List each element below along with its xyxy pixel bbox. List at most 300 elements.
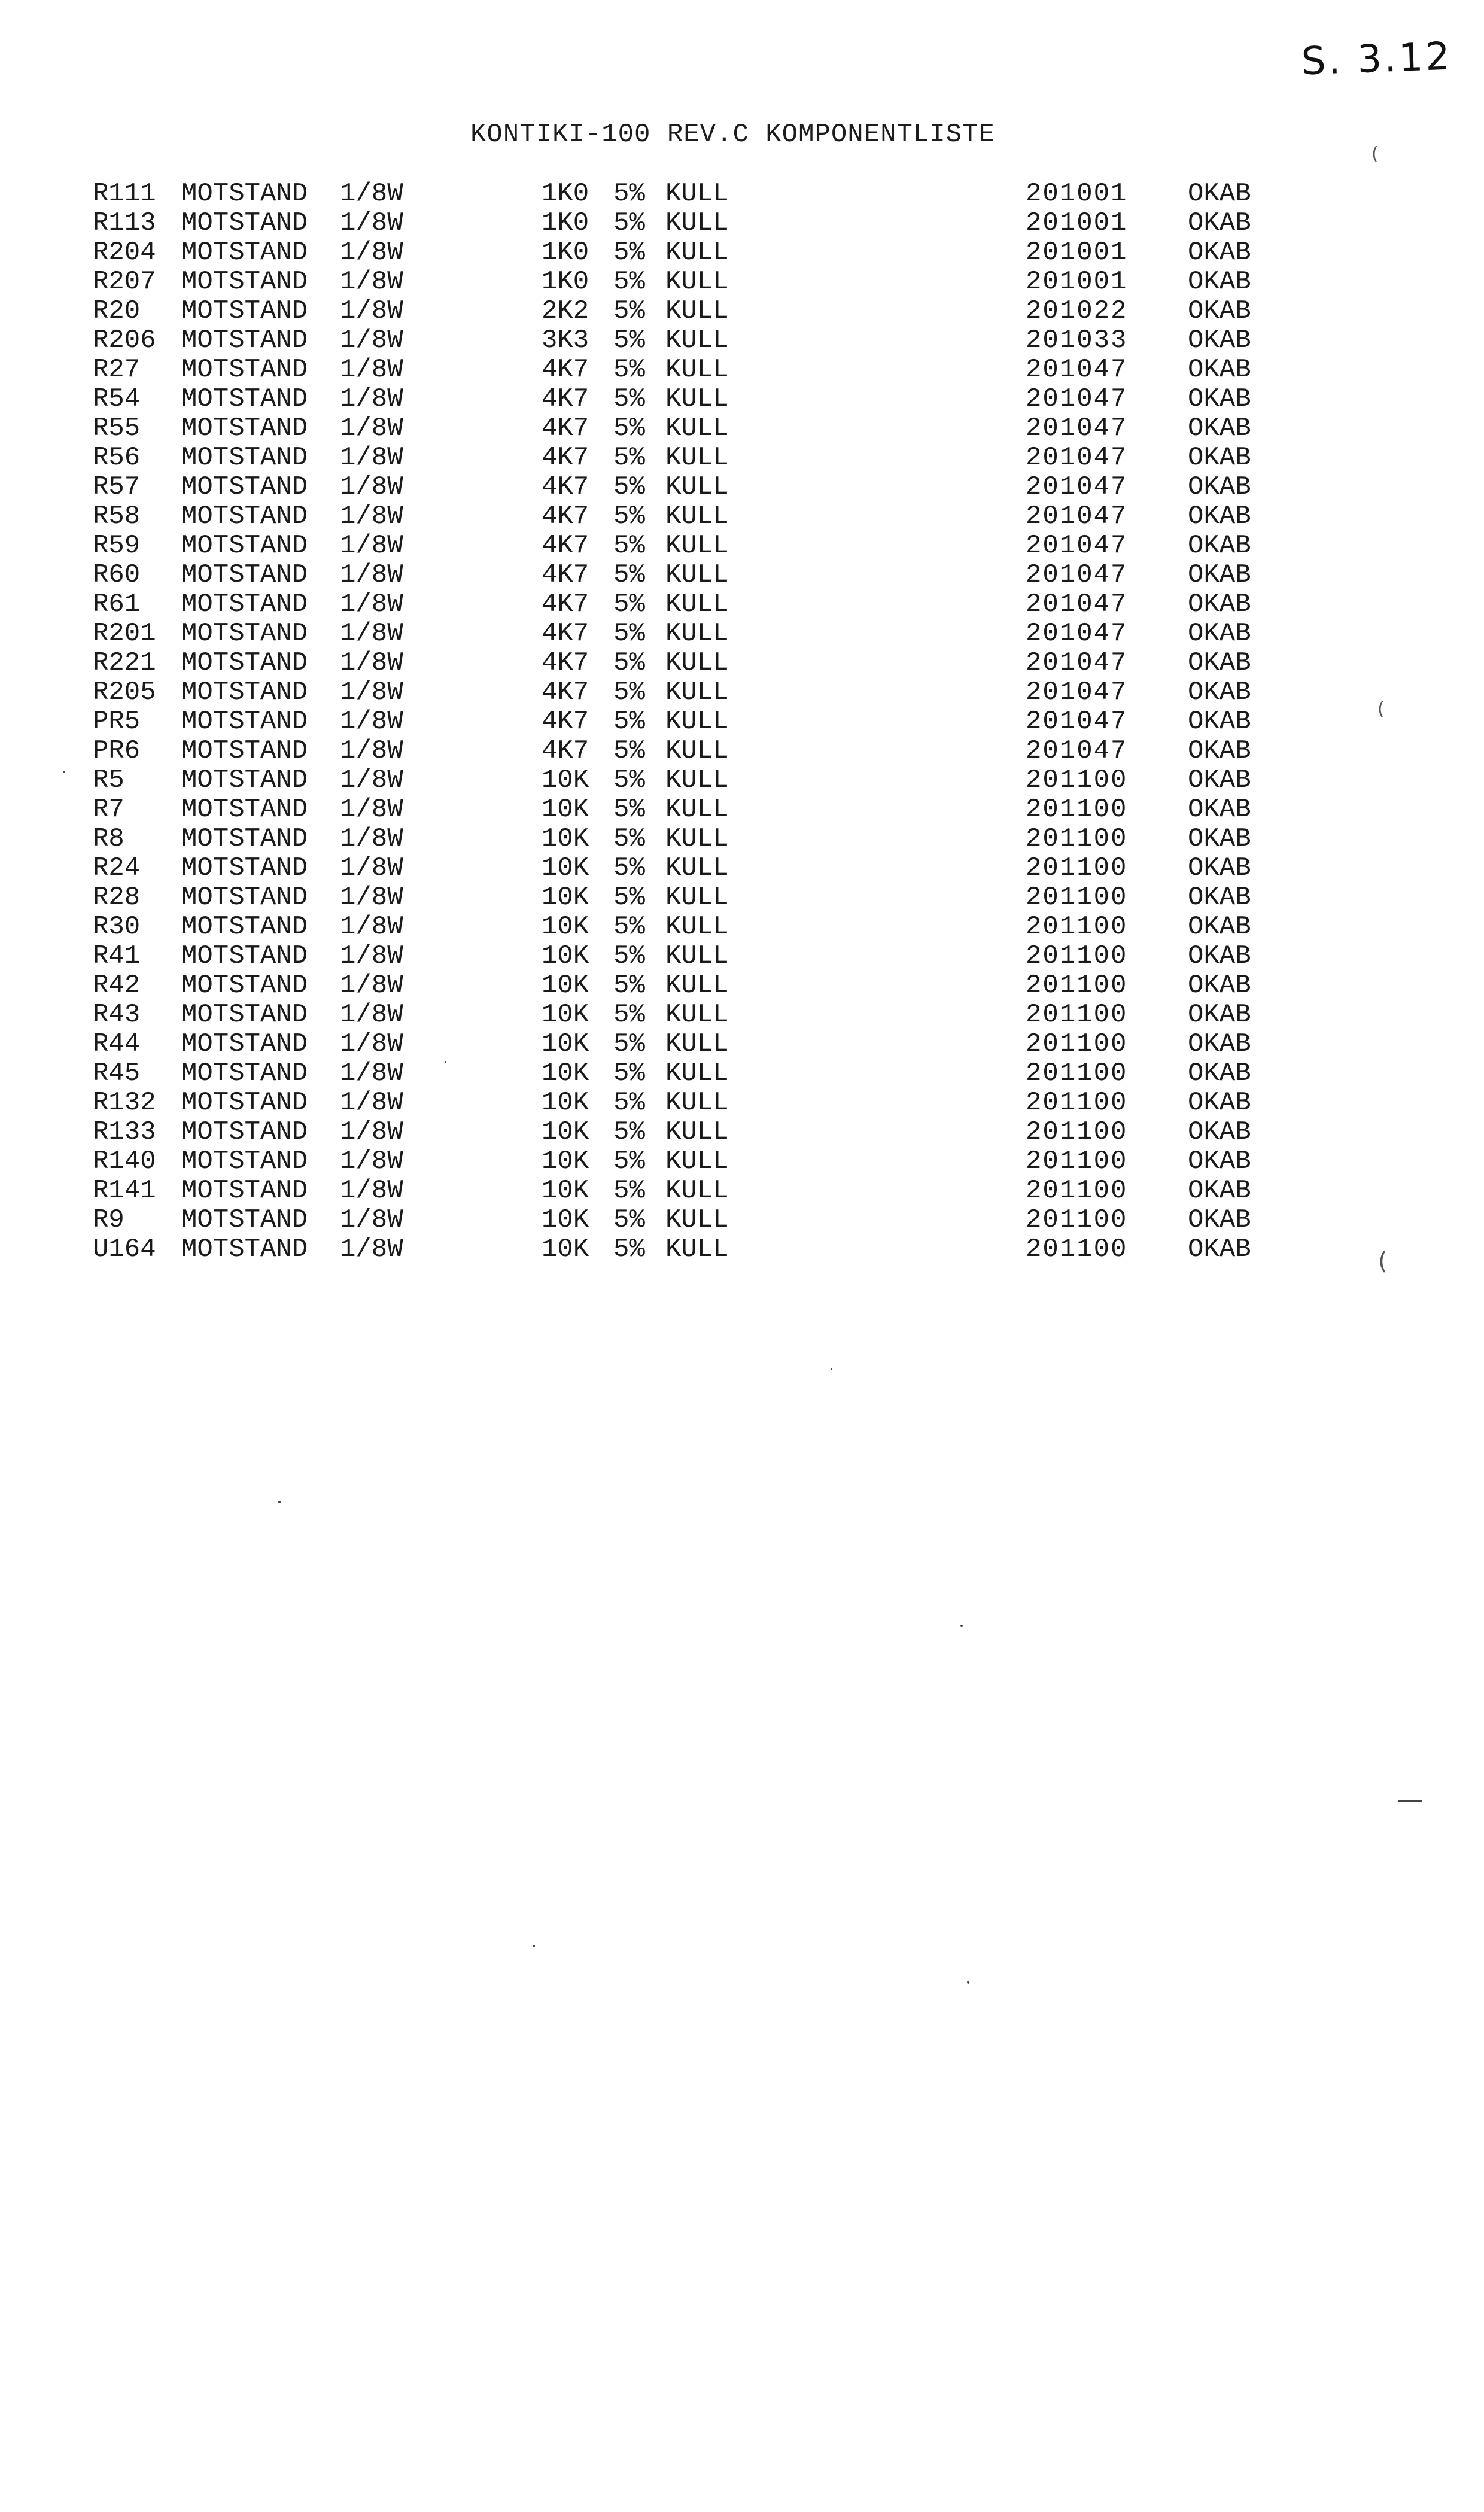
supplier-name: OKAB — [1188, 443, 1251, 473]
component-ref: R27 — [93, 355, 141, 385]
component-value: 1K0 — [542, 238, 589, 267]
scan-speck — [831, 1368, 832, 1370]
article-number: 201047 — [1026, 677, 1128, 707]
component-ref: R20 — [93, 296, 141, 326]
component-value: 1K0 — [542, 208, 589, 238]
supplier-name: OKAB — [1188, 238, 1251, 267]
supplier-name: OKAB — [1188, 677, 1251, 707]
supplier-name: OKAB — [1188, 971, 1251, 1000]
component-value: 10K — [542, 1146, 589, 1176]
component-wattage: 1/8W — [340, 971, 403, 1000]
component-type: MOTSTAND — [181, 326, 308, 355]
component-wattage: 1/8W — [340, 1146, 403, 1176]
component-ref: R60 — [93, 560, 141, 590]
supplier-name: OKAB — [1188, 472, 1251, 502]
table-row — [0, 355, 1484, 385]
component-ref: R61 — [93, 589, 141, 619]
component-tolerance: 5% — [613, 326, 645, 355]
component-value: 4K7 — [542, 589, 589, 619]
component-value: 4K7 — [542, 413, 589, 443]
component-wattage: 1/8W — [340, 413, 403, 443]
article-number: 201047 — [1026, 589, 1128, 619]
table-row — [0, 238, 1484, 267]
article-number: 201047 — [1026, 736, 1128, 766]
component-kind: KULL — [665, 707, 729, 737]
component-value: 4K7 — [542, 648, 589, 678]
article-number: 201100 — [1026, 765, 1128, 795]
component-tolerance: 5% — [613, 971, 645, 1000]
scan-speck — [445, 1061, 446, 1063]
supplier-name: OKAB — [1188, 883, 1251, 913]
component-value: 10K — [542, 765, 589, 795]
table-row — [0, 502, 1484, 531]
supplier-name: OKAB — [1188, 1234, 1251, 1264]
component-wattage: 1/8W — [340, 296, 403, 326]
component-type: MOTSTAND — [181, 443, 308, 473]
table-row — [0, 297, 1484, 326]
component-ref: R221 — [93, 648, 156, 678]
article-number: 201100 — [1026, 883, 1128, 913]
component-ref: U164 — [93, 1234, 156, 1264]
component-value: 1K0 — [542, 179, 589, 209]
component-ref: R201 — [93, 619, 156, 649]
component-wattage: 1/8W — [340, 472, 403, 502]
component-type: MOTSTAND — [181, 296, 308, 326]
component-kind: KULL — [665, 736, 729, 766]
component-wattage: 1/8W — [340, 1234, 403, 1264]
component-tolerance: 5% — [613, 501, 645, 531]
scan-speck — [960, 1625, 963, 1627]
component-kind: KULL — [665, 1059, 729, 1088]
component-kind: KULL — [665, 531, 729, 561]
component-ref: R133 — [93, 1117, 156, 1147]
component-wattage: 1/8W — [340, 560, 403, 590]
component-kind: KULL — [665, 472, 729, 502]
component-type: MOTSTAND — [181, 1000, 308, 1030]
component-type: MOTSTAND — [181, 208, 308, 238]
article-number: 201100 — [1026, 1029, 1128, 1059]
component-wattage: 1/8W — [340, 208, 403, 238]
component-tolerance: 5% — [613, 1234, 645, 1264]
component-tolerance: 5% — [613, 736, 645, 766]
component-value: 2K2 — [542, 296, 589, 326]
component-tolerance: 5% — [613, 853, 645, 883]
table-row — [0, 1235, 1484, 1264]
page-number: S. 3.12 — [1300, 34, 1453, 84]
component-value: 4K7 — [542, 707, 589, 737]
supplier-name: OKAB — [1188, 531, 1251, 561]
article-number: 201001 — [1026, 208, 1128, 238]
component-wattage: 1/8W — [340, 619, 403, 649]
table-row — [0, 942, 1484, 971]
component-wattage: 1/8W — [340, 238, 403, 267]
article-number: 201100 — [1026, 912, 1128, 942]
table-row — [0, 766, 1484, 795]
component-tolerance: 5% — [613, 1117, 645, 1147]
component-type: MOTSTAND — [181, 677, 308, 707]
component-ref: R43 — [93, 1000, 141, 1030]
component-list — [0, 180, 1484, 1264]
supplier-name: OKAB — [1188, 912, 1251, 942]
table-row — [0, 443, 1484, 473]
component-ref: R113 — [93, 208, 156, 238]
article-number: 201100 — [1026, 941, 1128, 971]
component-wattage: 1/8W — [340, 912, 403, 942]
table-row — [0, 531, 1484, 561]
table-row — [0, 385, 1484, 414]
article-number: 201100 — [1026, 1205, 1128, 1235]
component-wattage: 1/8W — [340, 765, 403, 795]
component-tolerance: 5% — [613, 1176, 645, 1206]
component-ref: R56 — [93, 443, 141, 473]
component-tolerance: 5% — [613, 883, 645, 913]
component-value: 10K — [542, 1234, 589, 1264]
supplier-name: OKAB — [1188, 648, 1251, 678]
component-ref: R8 — [93, 824, 124, 854]
component-wattage: 1/8W — [340, 1176, 403, 1206]
article-number: 201033 — [1026, 326, 1128, 355]
scan-speck — [63, 771, 65, 773]
component-kind: KULL — [665, 501, 729, 531]
supplier-name: OKAB — [1188, 1000, 1251, 1030]
article-number: 201100 — [1026, 1117, 1128, 1147]
table-row — [0, 1059, 1484, 1088]
table-row — [0, 1206, 1484, 1235]
component-tolerance: 5% — [613, 1029, 645, 1059]
component-tolerance: 5% — [613, 795, 645, 825]
table-row — [0, 180, 1484, 209]
component-ref: R111 — [93, 179, 156, 209]
component-ref: R204 — [93, 238, 156, 267]
article-number: 201047 — [1026, 707, 1128, 737]
component-tolerance: 5% — [613, 531, 645, 561]
component-value: 10K — [542, 1205, 589, 1235]
article-number: 201100 — [1026, 1088, 1128, 1118]
component-kind: KULL — [665, 765, 729, 795]
supplier-name: OKAB — [1188, 736, 1251, 766]
component-tolerance: 5% — [613, 560, 645, 590]
component-kind: KULL — [665, 971, 729, 1000]
component-value: 10K — [542, 912, 589, 942]
table-row — [0, 971, 1484, 1000]
supplier-name: OKAB — [1188, 501, 1251, 531]
article-number: 201047 — [1026, 648, 1128, 678]
margin-mark: ( — [1377, 699, 1385, 720]
margin-mark: ( — [1372, 144, 1379, 165]
article-number: 201047 — [1026, 413, 1128, 443]
table-row — [0, 619, 1484, 649]
component-value: 3K3 — [542, 326, 589, 355]
supplier-name: OKAB — [1188, 1146, 1251, 1176]
component-kind: KULL — [665, 619, 729, 649]
component-kind: KULL — [665, 941, 729, 971]
component-type: MOTSTAND — [181, 1088, 308, 1118]
scan-speck — [533, 1945, 535, 1947]
component-type: MOTSTAND — [181, 883, 308, 913]
supplier-name: OKAB — [1188, 1117, 1251, 1147]
component-kind: KULL — [665, 384, 729, 414]
component-tolerance: 5% — [613, 472, 645, 502]
component-ref: R9 — [93, 1205, 124, 1235]
article-number: 201100 — [1026, 1059, 1128, 1088]
supplier-name: OKAB — [1188, 941, 1251, 971]
component-kind: KULL — [665, 413, 729, 443]
component-ref: R140 — [93, 1146, 156, 1176]
table-row — [0, 326, 1484, 355]
table-row — [0, 707, 1484, 737]
table-row — [0, 209, 1484, 238]
table-row — [0, 1147, 1484, 1176]
article-number: 201100 — [1026, 1146, 1128, 1176]
component-value: 4K7 — [542, 619, 589, 649]
component-kind: KULL — [665, 853, 729, 883]
component-ref: R54 — [93, 384, 141, 414]
component-wattage: 1/8W — [340, 384, 403, 414]
component-tolerance: 5% — [613, 619, 645, 649]
component-wattage: 1/8W — [340, 677, 403, 707]
table-row — [0, 473, 1484, 502]
article-number: 201100 — [1026, 1176, 1128, 1206]
component-wattage: 1/8W — [340, 179, 403, 209]
supplier-name: OKAB — [1188, 1059, 1251, 1088]
component-value: 4K7 — [542, 560, 589, 590]
table-row — [0, 649, 1484, 678]
component-kind: KULL — [665, 589, 729, 619]
component-tolerance: 5% — [613, 355, 645, 385]
component-wattage: 1/8W — [340, 883, 403, 913]
supplier-name: OKAB — [1188, 1029, 1251, 1059]
component-tolerance: 5% — [613, 413, 645, 443]
supplier-name: OKAB — [1188, 589, 1251, 619]
component-type: MOTSTAND — [181, 765, 308, 795]
component-value: 4K7 — [542, 443, 589, 473]
article-number: 201047 — [1026, 355, 1128, 385]
component-ref: R45 — [93, 1059, 141, 1088]
component-value: 10K — [542, 1059, 589, 1088]
article-number: 201100 — [1026, 1234, 1128, 1264]
component-wattage: 1/8W — [340, 1000, 403, 1030]
article-number: 201100 — [1026, 971, 1128, 1000]
article-number: 201047 — [1026, 472, 1128, 502]
supplier-name: OKAB — [1188, 560, 1251, 590]
component-ref: R42 — [93, 971, 141, 1000]
component-type: MOTSTAND — [181, 1029, 308, 1059]
component-value: 4K7 — [542, 736, 589, 766]
table-row — [0, 414, 1484, 443]
component-type: MOTSTAND — [181, 1234, 308, 1264]
component-tolerance: 5% — [613, 384, 645, 414]
component-tolerance: 5% — [613, 1088, 645, 1118]
component-ref: PR5 — [93, 707, 141, 737]
component-wattage: 1/8W — [340, 795, 403, 825]
component-ref: R207 — [93, 267, 156, 297]
component-ref: R206 — [93, 326, 156, 355]
component-kind: KULL — [665, 1234, 729, 1264]
component-kind: KULL — [665, 1176, 729, 1206]
article-number: 201047 — [1026, 531, 1128, 561]
component-tolerance: 5% — [613, 208, 645, 238]
component-ref: R132 — [93, 1088, 156, 1118]
supplier-name: OKAB — [1188, 1176, 1251, 1206]
component-type: MOTSTAND — [181, 795, 308, 825]
component-tolerance: 5% — [613, 648, 645, 678]
supplier-name: OKAB — [1188, 413, 1251, 443]
component-kind: KULL — [665, 179, 729, 209]
supplier-name: OKAB — [1188, 853, 1251, 883]
component-type: MOTSTAND — [181, 501, 308, 531]
component-wattage: 1/8W — [340, 267, 403, 297]
component-ref: R57 — [93, 472, 141, 502]
component-value: 10K — [542, 824, 589, 854]
component-type: MOTSTAND — [181, 736, 308, 766]
table-row — [0, 737, 1484, 766]
supplier-name: OKAB — [1188, 384, 1251, 414]
supplier-name: OKAB — [1188, 296, 1251, 326]
component-wattage: 1/8W — [340, 531, 403, 561]
component-value: 10K — [542, 1117, 589, 1147]
component-type: MOTSTAND — [181, 355, 308, 385]
component-type: MOTSTAND — [181, 413, 308, 443]
supplier-name: OKAB — [1188, 208, 1251, 238]
page-title: KONTIKI-100 REV.C KOMPONENTLISTE — [470, 120, 995, 150]
component-tolerance: 5% — [613, 707, 645, 737]
component-tolerance: 5% — [613, 179, 645, 209]
component-tolerance: 5% — [613, 941, 645, 971]
component-value: 10K — [542, 795, 589, 825]
component-value: 4K7 — [542, 677, 589, 707]
supplier-name: OKAB — [1188, 619, 1251, 649]
component-value: 10K — [542, 1029, 589, 1059]
table-row — [0, 1000, 1484, 1030]
component-tolerance: 5% — [613, 912, 645, 942]
table-row — [0, 1176, 1484, 1206]
supplier-name: OKAB — [1188, 179, 1251, 209]
supplier-name: OKAB — [1188, 355, 1251, 385]
component-ref: PR6 — [93, 736, 141, 766]
component-tolerance: 5% — [613, 238, 645, 267]
supplier-name: OKAB — [1188, 1088, 1251, 1118]
component-tolerance: 5% — [613, 1205, 645, 1235]
component-wattage: 1/8W — [340, 707, 403, 737]
component-type: MOTSTAND — [181, 707, 308, 737]
article-number: 201001 — [1026, 238, 1128, 267]
component-value: 10K — [542, 883, 589, 913]
supplier-name: OKAB — [1188, 326, 1251, 355]
component-value: 10K — [542, 941, 589, 971]
supplier-name: OKAB — [1188, 824, 1251, 854]
component-value: 10K — [542, 1176, 589, 1206]
component-wattage: 1/8W — [340, 1088, 403, 1118]
component-kind: KULL — [665, 1117, 729, 1147]
component-ref: R141 — [93, 1176, 156, 1206]
component-type: MOTSTAND — [181, 648, 308, 678]
component-kind: KULL — [665, 1029, 729, 1059]
component-type: MOTSTAND — [181, 1059, 308, 1088]
component-kind: KULL — [665, 912, 729, 942]
component-type: MOTSTAND — [181, 1117, 308, 1147]
component-type: MOTSTAND — [181, 472, 308, 502]
component-wattage: 1/8W — [340, 648, 403, 678]
component-kind: KULL — [665, 795, 729, 825]
component-tolerance: 5% — [613, 765, 645, 795]
component-ref: R41 — [93, 941, 141, 971]
component-ref: R44 — [93, 1029, 141, 1059]
table-row — [0, 795, 1484, 825]
component-kind: KULL — [665, 443, 729, 473]
component-kind: KULL — [665, 677, 729, 707]
component-wattage: 1/8W — [340, 736, 403, 766]
supplier-name: OKAB — [1188, 795, 1251, 825]
component-wattage: 1/8W — [340, 1117, 403, 1147]
table-row — [0, 678, 1484, 707]
component-value: 1K0 — [542, 267, 589, 297]
component-wattage: 1/8W — [340, 589, 403, 619]
article-number: 201100 — [1026, 1000, 1128, 1030]
component-ref: R5 — [93, 765, 124, 795]
component-kind: KULL — [665, 1146, 729, 1176]
component-kind: KULL — [665, 1088, 729, 1118]
component-type: MOTSTAND — [181, 238, 308, 267]
component-ref: R7 — [93, 795, 124, 825]
component-type: MOTSTAND — [181, 941, 308, 971]
table-row — [0, 825, 1484, 854]
component-wattage: 1/8W — [340, 355, 403, 385]
component-type: MOTSTAND — [181, 912, 308, 942]
article-number: 201047 — [1026, 619, 1128, 649]
supplier-name: OKAB — [1188, 765, 1251, 795]
component-ref: R58 — [93, 501, 141, 531]
component-kind: KULL — [665, 648, 729, 678]
article-number: 201022 — [1026, 296, 1128, 326]
component-value: 10K — [542, 853, 589, 883]
article-number: 201047 — [1026, 384, 1128, 414]
margin-dash — [1398, 1800, 1422, 1802]
component-wattage: 1/8W — [340, 501, 403, 531]
component-value: 4K7 — [542, 531, 589, 561]
component-type: MOTSTAND — [181, 1176, 308, 1206]
article-number: 201100 — [1026, 824, 1128, 854]
component-kind: KULL — [665, 1000, 729, 1030]
component-value: 10K — [542, 1000, 589, 1030]
component-ref: R30 — [93, 912, 141, 942]
component-ref: R205 — [93, 677, 156, 707]
article-number: 201100 — [1026, 795, 1128, 825]
component-kind: KULL — [665, 824, 729, 854]
component-kind: KULL — [665, 355, 729, 385]
component-tolerance: 5% — [613, 443, 645, 473]
component-wattage: 1/8W — [340, 941, 403, 971]
component-tolerance: 5% — [613, 1000, 645, 1030]
scan-speck — [278, 1501, 281, 1503]
article-number: 201001 — [1026, 267, 1128, 297]
component-tolerance: 5% — [613, 1146, 645, 1176]
component-wattage: 1/8W — [340, 853, 403, 883]
article-number: 201047 — [1026, 443, 1128, 473]
table-row — [0, 854, 1484, 883]
component-kind: KULL — [665, 326, 729, 355]
component-kind: KULL — [665, 560, 729, 590]
component-value: 4K7 — [542, 501, 589, 531]
component-value: 10K — [542, 971, 589, 1000]
component-ref: R24 — [93, 853, 141, 883]
component-kind: KULL — [665, 1205, 729, 1235]
component-type: MOTSTAND — [181, 589, 308, 619]
article-number: 201047 — [1026, 501, 1128, 531]
component-wattage: 1/8W — [340, 824, 403, 854]
component-type: MOTSTAND — [181, 179, 308, 209]
table-row — [0, 561, 1484, 590]
component-wattage: 1/8W — [340, 443, 403, 473]
